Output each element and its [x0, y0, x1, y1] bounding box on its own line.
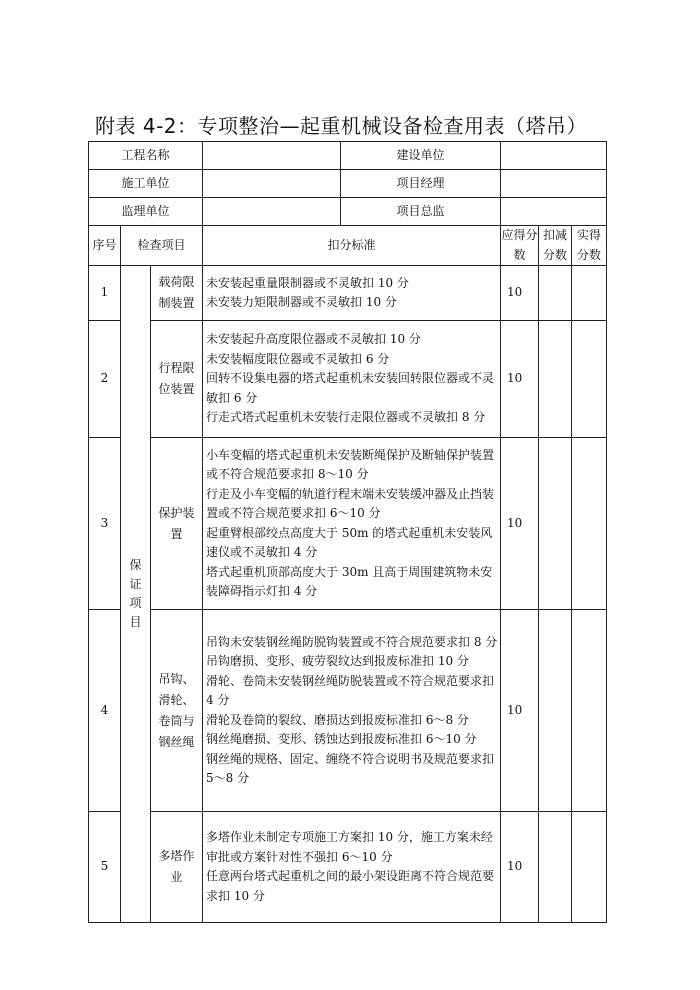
criteria-line: 钢丝绳磨损、变形、锈蚀达到报废标准扣 6～10 分	[206, 732, 477, 746]
row-seq: 4	[89, 610, 121, 812]
criteria-line: 小车变幅的塔式起重机未安装断绳保护及断轴保护装置或不符合规范要求扣 8～10 分	[206, 447, 495, 481]
row-seq: 1	[89, 266, 121, 321]
header-actual: 实得分数	[572, 226, 607, 266]
row-seq: 5	[89, 812, 121, 923]
project-name-label: 工程名称	[89, 142, 203, 170]
row-seq: 2	[89, 321, 121, 438]
project-name-field[interactable]	[203, 142, 341, 170]
table-row	[89, 266, 607, 321]
table-row	[89, 321, 607, 438]
category-label	[121, 266, 151, 923]
row-deducted-field[interactable]	[539, 321, 572, 438]
criteria-line: 行走式塔式起重机未安装行走限位器或不灵敏扣 8 分	[206, 410, 486, 425]
row-deducted-field[interactable]	[539, 812, 572, 923]
construction-unit-label: 建设单位	[341, 142, 501, 170]
row-item: 多塔作业	[151, 812, 203, 923]
row-item: 行程限位装置	[151, 321, 203, 438]
criteria-line: 多塔作业未制定专项施工方案扣 10 分，施工方案未经审批或方案针对性不强扣 6～10 分	[206, 830, 493, 864]
row-item: 吊钩、滑轮、卷筒与钢丝绳	[151, 610, 203, 812]
criteria-line: 吊钩未安装钢丝绳防脱钩装置或不符合规范要求扣 8 分	[206, 634, 498, 649]
contractor-label: 施工单位	[89, 170, 203, 198]
row-deducted-field[interactable]	[539, 610, 572, 812]
row-item: 保护装置	[151, 438, 203, 610]
row-criteria	[203, 266, 501, 321]
row-criteria	[203, 321, 501, 438]
table-row	[89, 438, 607, 610]
criteria-line: 未安装力矩限制器或不灵敏扣 10 分	[206, 295, 397, 309]
contractor-field[interactable]	[203, 170, 341, 198]
project-manager-label: 项目经理	[341, 170, 501, 198]
row-actual-field[interactable]	[572, 321, 607, 438]
row-due-score: 10	[501, 266, 539, 321]
supervision-unit-label: 监理单位	[89, 198, 203, 226]
criteria-line: 塔式起重机顶部高度大于 30m 且高于周围建筑物未安装障碍指示灯扣 4 分	[206, 564, 493, 598]
header-criteria: 扣分标准	[203, 226, 501, 266]
row-actual-field[interactable]	[572, 812, 607, 923]
row-criteria	[203, 812, 501, 923]
row-seq: 3	[89, 438, 121, 610]
project-manager-field[interactable]	[501, 170, 607, 198]
row-actual-field[interactable]	[572, 266, 607, 321]
row-deducted-field[interactable]	[539, 266, 572, 321]
criteria-line: 回转不设集电器的塔式起重机未安装回转限位器或不灵敏扣 6 分	[206, 371, 495, 405]
header-seq: 序号	[89, 226, 121, 266]
header-deducted: 扣减分数	[539, 226, 572, 266]
criteria-line: 滑轮、卷筒未安装钢丝绳防脱装置或不符合规范要求扣 4 分	[206, 673, 495, 707]
criteria-line: 吊钩磨损、变形、疲劳裂纹达到报废标准扣 10 分	[206, 654, 469, 668]
row-item: 载荷限制装置	[151, 266, 203, 321]
row-due-score: 10	[501, 438, 539, 610]
inspection-table	[88, 141, 607, 923]
criteria-line: 滑轮及卷筒的裂纹、磨损达到报废标准扣 6～8 分	[206, 712, 469, 727]
chief-engineer-field[interactable]	[501, 198, 607, 226]
row-due-score: 10	[501, 812, 539, 923]
row-actual-field[interactable]	[572, 610, 607, 812]
criteria-line: 未安装幅度限位器或不灵敏扣 6 分	[206, 351, 390, 366]
row-criteria	[203, 438, 501, 610]
info-row-3	[89, 198, 607, 226]
criteria-line: 行走及小车变幅的轨道行程末端未安装缓冲器及止挡装置或不符合规范要求扣 6～10 分	[206, 486, 495, 520]
row-deducted-field[interactable]	[539, 438, 572, 610]
criteria-line: 起重臂根部绞点高度大于 50m 的塔式起重机未安装风速仪或不灵敏扣 4 分	[206, 525, 493, 559]
page-title: 附表 4-2：专项整治—起重机械设备检查用表（塔吊）	[95, 114, 588, 138]
criteria-line: 未安装起重量限制器或不灵敏扣 10 分	[206, 275, 409, 290]
row-criteria	[203, 610, 501, 812]
header-check-item: 检查项目	[121, 226, 203, 266]
supervision-unit-field[interactable]	[203, 198, 341, 226]
criteria-line: 未安装起升高度限位器或不灵敏扣 10 分	[206, 332, 421, 347]
row-due-score: 10	[501, 321, 539, 438]
table-row	[89, 610, 607, 812]
header-due-score: 应得分数	[501, 226, 539, 266]
row-actual-field[interactable]	[572, 438, 607, 610]
criteria-line: 任意两台塔式起重机之间的最小架设距离不符合规范要求扣 10 分	[206, 869, 495, 903]
construction-unit-field[interactable]	[501, 142, 607, 170]
info-row-2	[89, 170, 607, 198]
table-row	[89, 812, 607, 923]
info-row-1	[89, 142, 607, 170]
row-due-score: 10	[501, 610, 539, 812]
table-header	[89, 226, 607, 266]
chief-engineer-label: 项目总监	[341, 198, 501, 226]
category-text: 保证项目	[129, 558, 142, 629]
criteria-line: 钢丝绳的规格、固定、缠绕不符合说明书及规范要求扣 5～8 分	[206, 751, 495, 785]
